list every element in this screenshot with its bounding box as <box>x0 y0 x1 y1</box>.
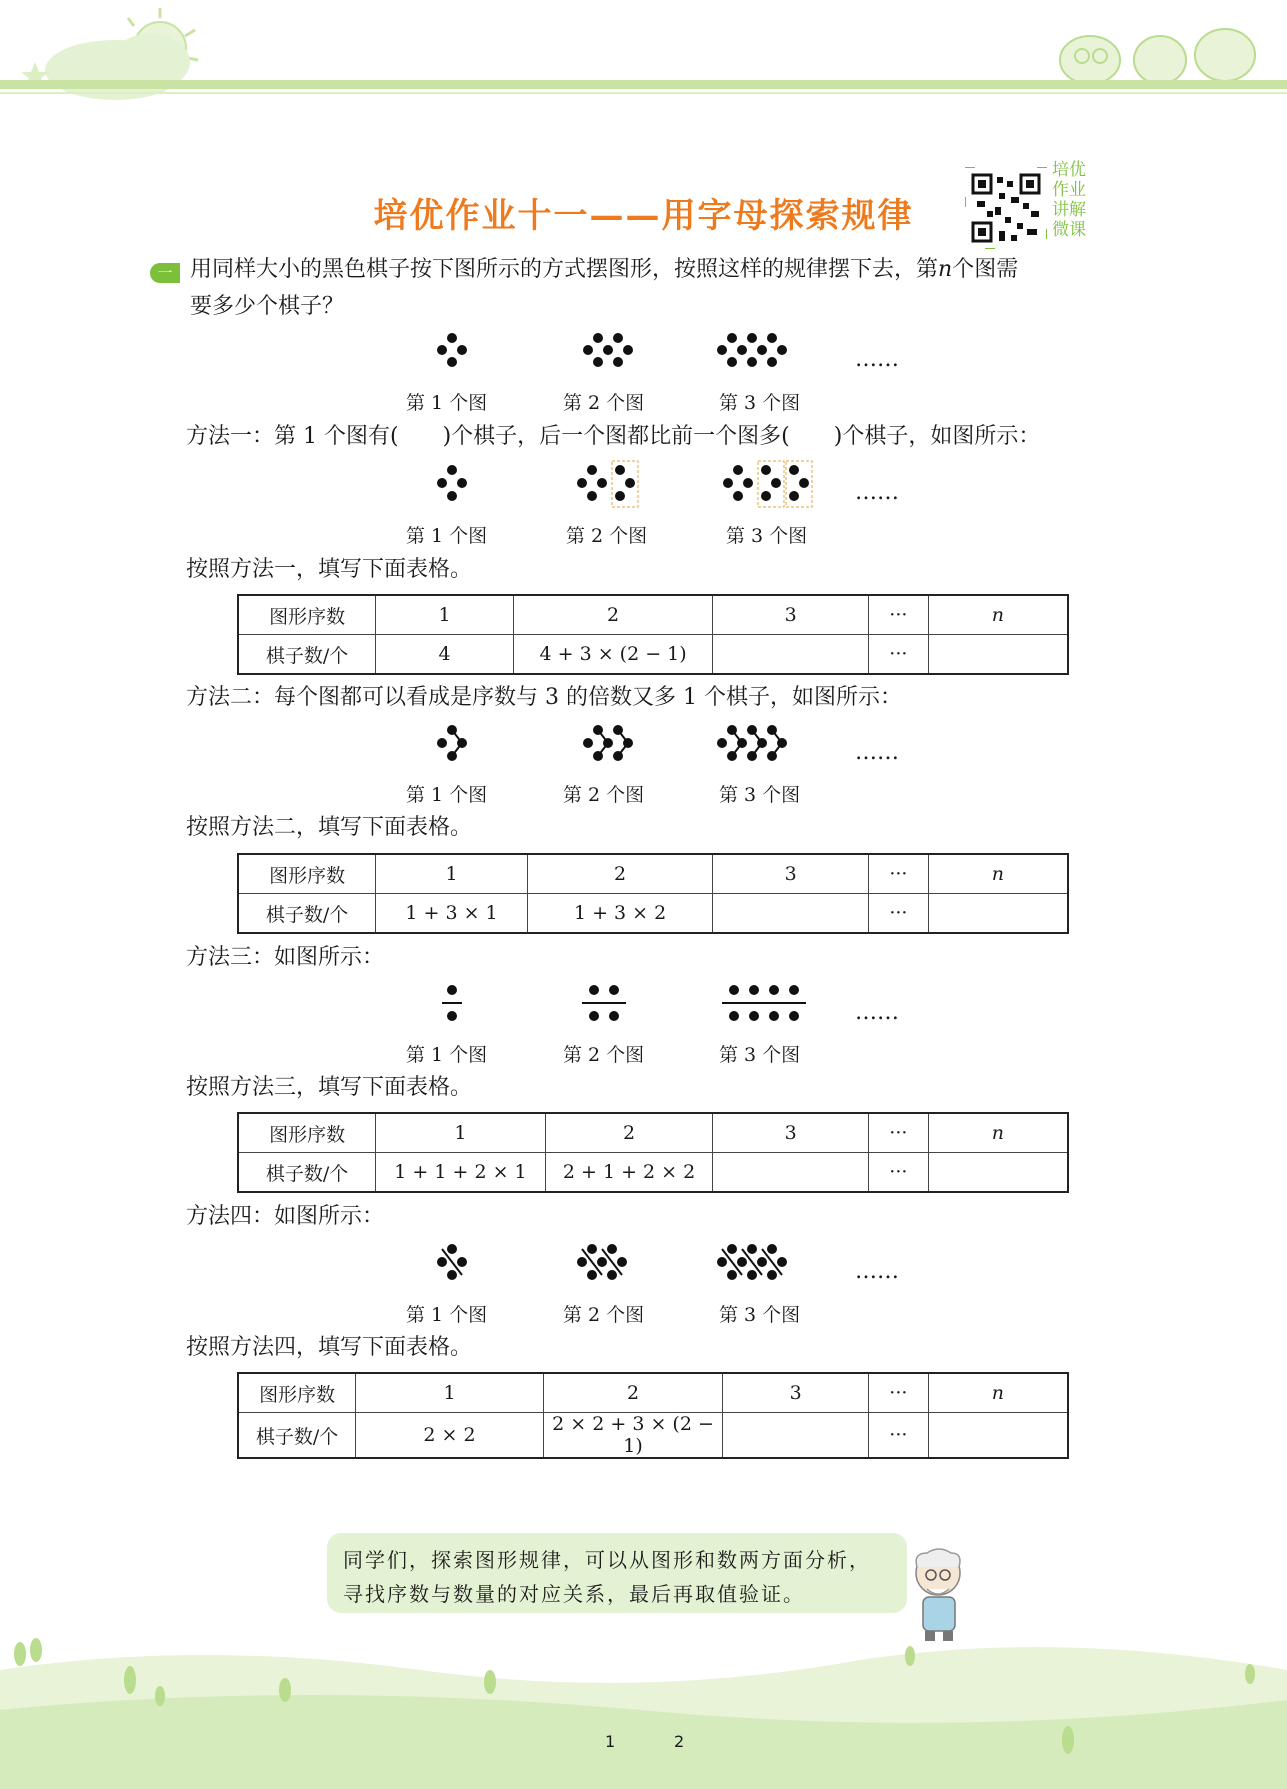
table-cell: 2 × 2 <box>356 1413 544 1459</box>
method4-instruction: 按照方法四，填写下面表格。 <box>186 1335 473 1360</box>
table-cell: 3 <box>713 854 869 894</box>
table-cell: 1 <box>376 1113 546 1153</box>
table-cell: 1 + 1 + 2 × 1 <box>376 1153 546 1193</box>
method3-text: 方法三：如图所示： <box>186 945 385 970</box>
table-cell: ··· <box>868 1413 928 1459</box>
table-cell: 棋子数/个 <box>238 894 376 934</box>
table-cell: 1 + 3 × 2 <box>527 894 713 934</box>
method3-instruction: 按照方法三，填写下面表格。 <box>186 1075 473 1100</box>
table-cell: 2 × 2 + 3 × (2 − 1) <box>543 1413 723 1459</box>
figure-label-2: 第 2 个图 <box>563 1304 645 1326</box>
tip-text <box>343 1543 871 1611</box>
table-cell: 图形序数 <box>238 1373 356 1413</box>
figure-label-3: 第 3 个图 <box>719 392 801 414</box>
table-cell: ··· <box>868 854 928 894</box>
table-cell: 2 <box>545 1113 713 1153</box>
table-row <box>238 1413 1068 1459</box>
table-cell: 2 + 1 + 2 × 2 <box>545 1153 713 1193</box>
figure-label-1: 第 1 个图 <box>406 1304 488 1326</box>
figure-label-1: 第 1 个图 <box>406 392 488 414</box>
figure-label-1: 第 1 个图 <box>406 1044 488 1066</box>
cloud-icon <box>45 34 190 100</box>
table-cell: 棋子数/个 <box>238 1153 376 1193</box>
table-cell: 4 + 3 × (2 − 1) <box>513 635 713 675</box>
question-line-2: 要多少个棋子？ <box>190 294 345 319</box>
table-cell: 图形序数 <box>238 1113 376 1153</box>
figure-label-1: 第 1 个图 <box>406 784 488 806</box>
figure-label-2: 第 2 个图 <box>563 784 645 806</box>
tip-line-1: 同学们，探索图形规律，可以从图形和数两方面分析， <box>343 1548 871 1572</box>
table-cell: 2 <box>543 1373 723 1413</box>
table-cell: ··· <box>868 894 928 934</box>
ellipsis: …… <box>855 740 899 765</box>
table-cell: 图形序数 <box>238 595 376 635</box>
method1-text: 方法一：第 1 个图有( )个棋子，后一个图都比前一个图多( )个棋子，如图所示： <box>186 424 1041 449</box>
answer-cell[interactable] <box>713 894 869 934</box>
table-cell: ··· <box>868 1153 928 1193</box>
page-number-right: 2 <box>674 1732 685 1751</box>
table-row <box>238 635 1068 675</box>
table-cell: 3 <box>713 1113 869 1153</box>
table-cell: ··· <box>868 595 928 635</box>
figure-original <box>420 325 920 385</box>
answer-cell[interactable] <box>713 635 869 675</box>
page-title: 培优作业十一——用字母探索规律 <box>373 196 914 236</box>
method3-table <box>237 1112 1069 1193</box>
figure-label-3: 第 3 个图 <box>719 1044 801 1066</box>
figure-method3 <box>420 978 920 1038</box>
answer-cell[interactable] <box>723 1413 869 1459</box>
table-cell: n <box>928 595 1068 635</box>
question-number-tag: 一 <box>150 263 180 283</box>
table-cell: 1 <box>376 595 514 635</box>
table-cell: 棋子数/个 <box>238 635 376 675</box>
method4-text: 方法四：如图所示： <box>186 1204 385 1229</box>
ellipsis: …… <box>855 347 899 372</box>
answer-cell[interactable] <box>928 1153 1068 1193</box>
table-cell: ··· <box>868 1373 928 1413</box>
figure-label-1: 第 1 个图 <box>406 525 488 547</box>
figure-method2 <box>420 718 920 778</box>
table-cell: 3 <box>713 595 869 635</box>
answer-cell[interactable] <box>713 1153 869 1193</box>
table-row <box>238 894 1068 934</box>
tip-line-2: 寻找序数与数量的对应关系，最后再取值验证。 <box>343 1582 805 1606</box>
method2-table <box>237 853 1069 934</box>
table-cell: n <box>928 854 1068 894</box>
table-cell: 2 <box>513 595 713 635</box>
figure-method4 <box>420 1237 920 1297</box>
method2-text: 方法二：每个图都可以看成是序数与 3 的倍数又多 1 个棋子，如图所示： <box>186 685 902 710</box>
header-band-thin <box>0 92 1287 94</box>
table-cell: ··· <box>868 1113 928 1153</box>
table-cell: 棋子数/个 <box>238 1413 356 1459</box>
footer-landscape <box>0 1630 1287 1789</box>
figure-label-3: 第 3 个图 <box>719 784 801 806</box>
table-cell: 1 <box>376 854 528 894</box>
figure-label-2: 第 2 个图 <box>563 1044 645 1066</box>
header-band <box>0 80 1287 89</box>
page-number-left: 1 <box>605 1732 616 1751</box>
table-cell: 2 <box>527 854 713 894</box>
method2-instruction: 按照方法二，填写下面表格。 <box>186 815 473 840</box>
figure-label-3: 第 3 个图 <box>726 525 808 547</box>
header-decoration <box>0 0 1287 130</box>
figure-method1 <box>420 458 920 518</box>
figure-label-3: 第 3 个图 <box>719 1304 801 1326</box>
answer-cell[interactable] <box>928 635 1068 675</box>
figure-label-2: 第 2 个图 <box>563 392 645 414</box>
table-cell: 4 <box>376 635 514 675</box>
table-row <box>238 854 1068 894</box>
table-cell: n <box>928 1373 1068 1413</box>
table-row <box>238 1113 1068 1153</box>
answer-cell[interactable] <box>928 894 1068 934</box>
table-row <box>238 595 1068 635</box>
ellipsis: …… <box>855 480 899 505</box>
table-row <box>238 1373 1068 1413</box>
method1-table <box>237 594 1069 675</box>
table-cell: 图形序数 <box>238 854 376 894</box>
table-cell: ··· <box>868 635 928 675</box>
question-line-1: 用同样大小的黑色棋子按下图所示的方式摆图形，按照这样的规律摆下去，第n个图需 <box>190 257 1019 282</box>
qr-code-icon[interactable] <box>965 167 1047 249</box>
figure-label-2: 第 2 个图 <box>566 525 648 547</box>
table-cell: 1 + 3 × 1 <box>376 894 528 934</box>
ellipsis: …… <box>855 1000 899 1025</box>
table-cell: 1 <box>356 1373 544 1413</box>
table-cell: n <box>928 1113 1068 1153</box>
table-cell: 3 <box>723 1373 869 1413</box>
ellipsis: …… <box>855 1259 899 1284</box>
animal-faces-icon <box>1060 29 1255 84</box>
method1-instruction: 按照方法一，填写下面表格。 <box>186 557 473 582</box>
method4-table <box>237 1372 1069 1459</box>
answer-cell[interactable] <box>928 1413 1068 1459</box>
qr-label: 培优作业讲解微课 <box>1052 160 1086 240</box>
table-row <box>238 1153 1068 1193</box>
